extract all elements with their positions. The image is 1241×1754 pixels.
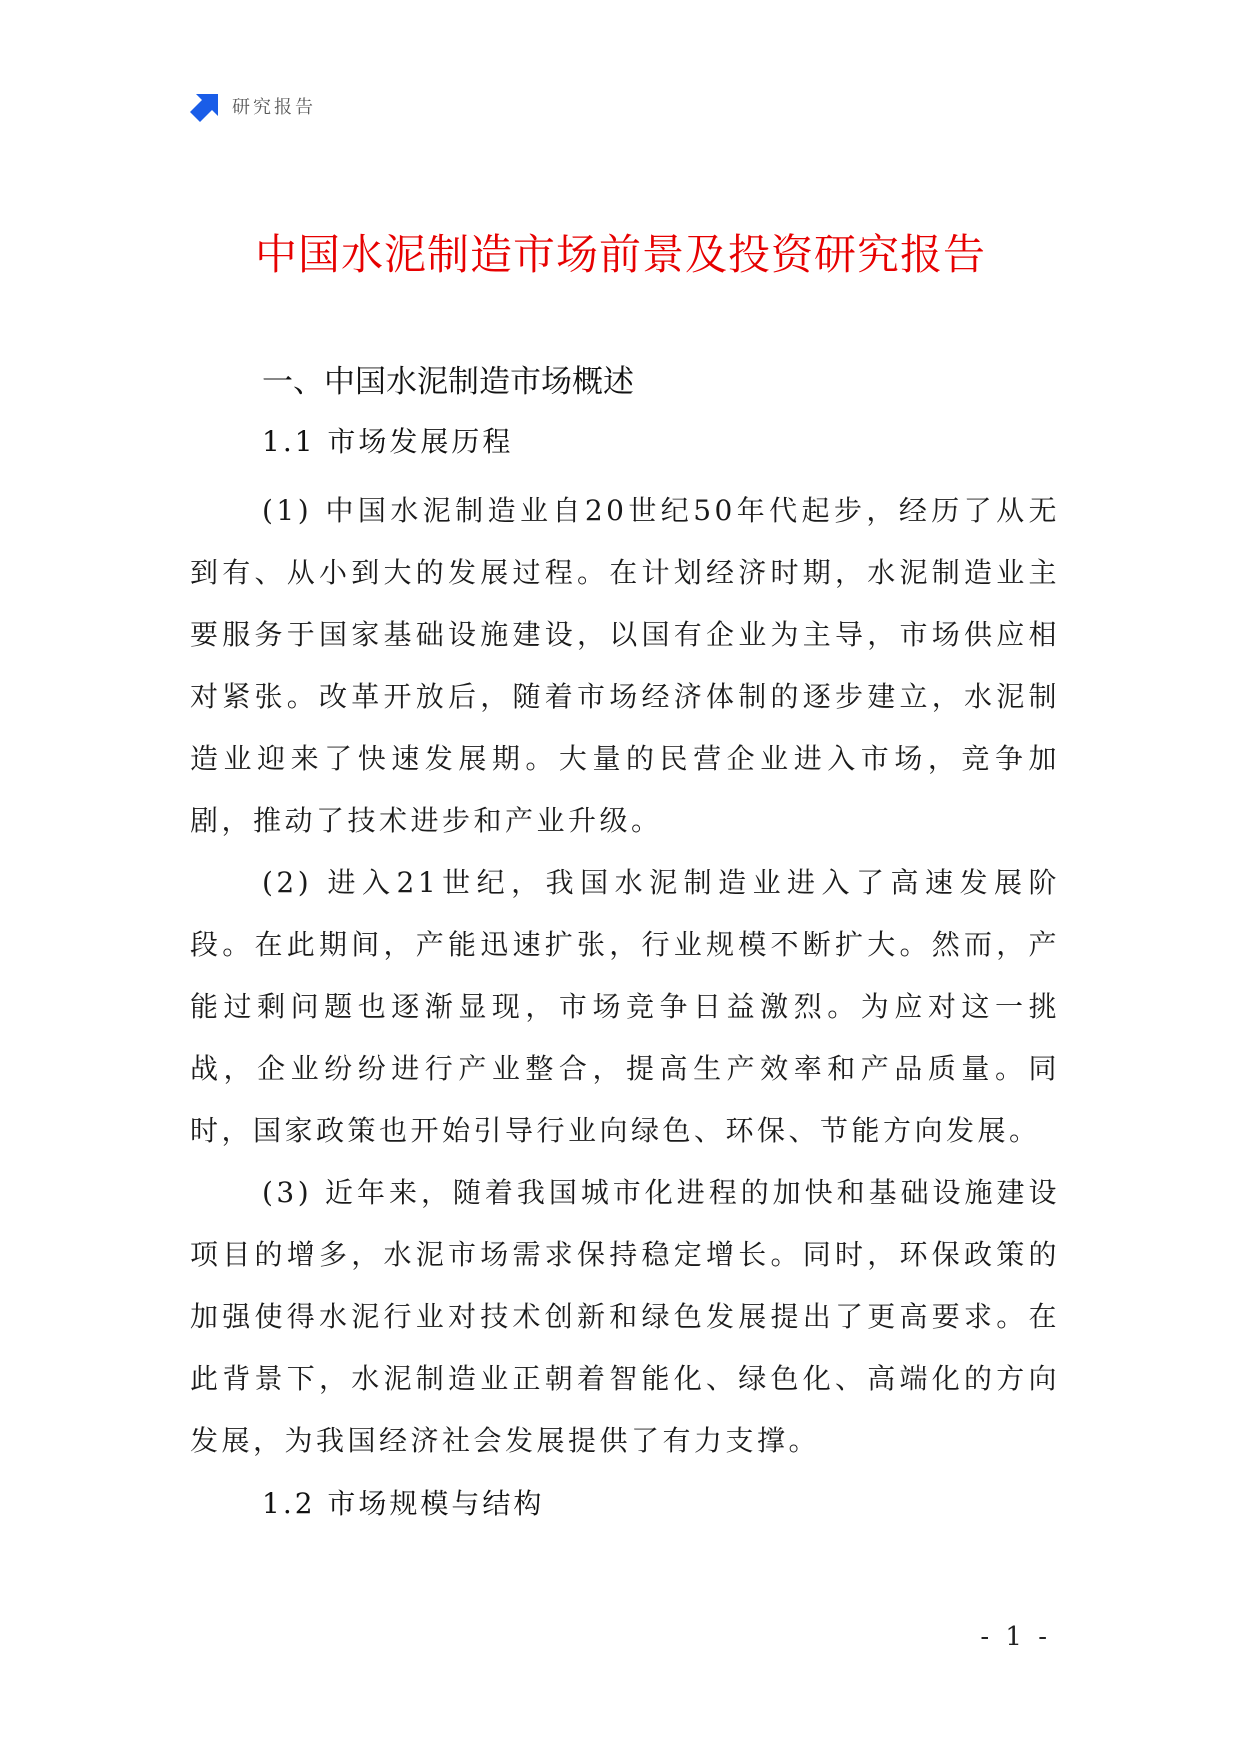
document-header [190, 90, 316, 122]
paragraph-3: (3) 近年来，随着我国城市化进程的加快和基础设施建设项目的增多，水泥市场需求保持稳定增长。同时，环保政策的加强使得水泥行业对技术创新和绿色发展提出了更高要求。在此背景下，水泥制造业正朝着智能化、绿色化、高端化的方向发展，为我国经济社会发展提供了有力支撑。 [190, 1176, 1060, 1457]
paragraph-2: (2) 进入21世纪，我国水泥制造业进入了高速发展阶段。在此期间，产能迅速扩张，行业规模不断扩大。然而，产能过剩问题也逐渐显现，市场竞争日益激烈。为应对这一挑战，企业纷纷进行产业整合，提高生产效率和产品质量。同时，国家政策也开始引导行业向绿色、环保、节能方向发展。 [190, 866, 1060, 1147]
section-heading: 一、中国水泥制造市场概述 [262, 364, 634, 400]
arrow-up-right-icon [190, 90, 222, 122]
subsection-heading-1-2: 1.2 市场规模与结构 [262, 1487, 545, 1520]
page-number: - 1 - [980, 1622, 1051, 1652]
paragraph-1: (1) 中国水泥制造业自20世纪50年代起步，经历了从无到有、从小到大的发展过程。在计划经济时期，水泥制造业主要服务于国家基础设施建设，以国有企业为主导，市场供应相对紧张。改革开放后，随着市场经济体制的逐步建立，水泥制造业迎来了快速发展期。大量的民营企业进入市场，竞争加剧，推动了技术进步和产业升级。 [190, 494, 1060, 837]
header-label: 研究报告 [232, 97, 316, 118]
document-body [190, 358, 1060, 1542]
document-title: 中国水泥制造市场前景及投资研究报告 [254, 230, 986, 279]
subsection-heading-1-1: 1.1 市场发展历程 [262, 425, 514, 458]
